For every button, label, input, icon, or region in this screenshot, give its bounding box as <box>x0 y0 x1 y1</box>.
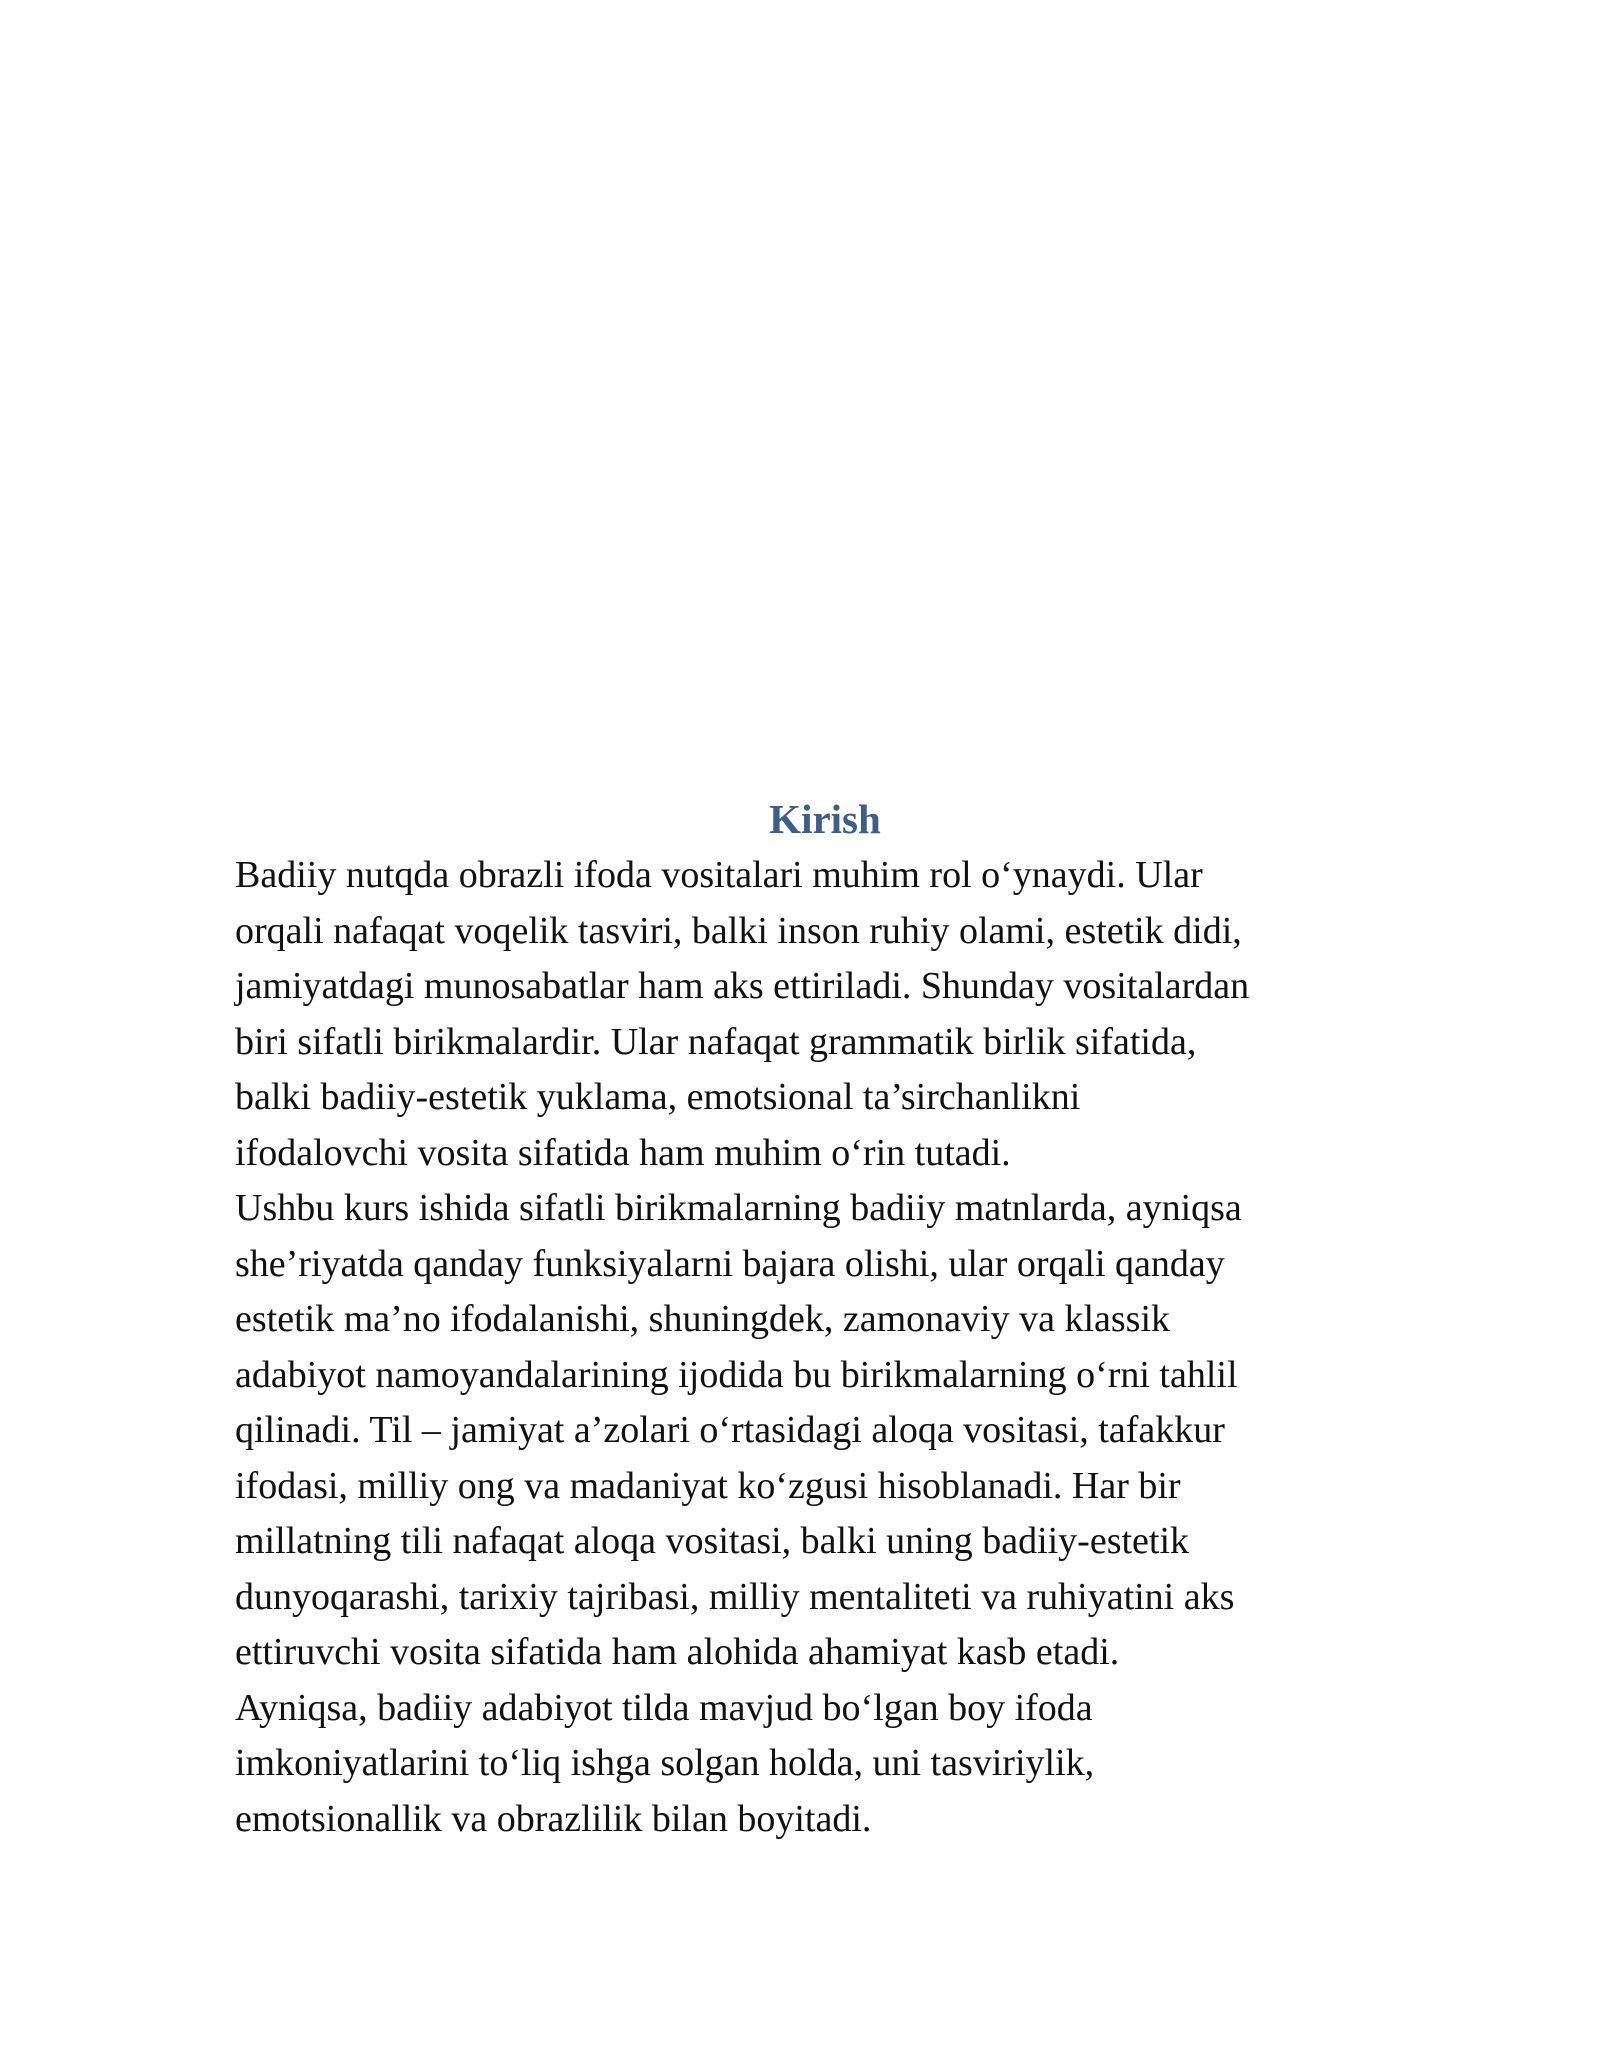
text-line: millatning tili nafaqat aloqa vositasi, balki uning badiiy-estetik <box>235 1520 1190 1562</box>
text-line: jamiyatdagi munosabatlar ham aks ettiriladi. Shunday vositalardan <box>235 965 1250 1007</box>
text-line: orqali nafaqat voqelik tasviri, balki inson ruhiy olami, estetik didi, <box>235 909 1242 952</box>
document-body <box>235 790 1385 1847</box>
text-line: ifodalovchi vosita sifatida ham muhim o‘rin tutadi. <box>235 1131 1011 1174</box>
text-line: adabiyot namoyandalarining ijodida bu birikmalarning o‘rni tahlil <box>235 1353 1238 1396</box>
text-line: biri sifatli birikmalardir. Ular nafaqat grammatik birlik sifatida, <box>235 1020 1197 1063</box>
text-line: qilinadi. Til – jamiyat a’zolari o‘rtasidagi aloqa vositasi, tafakkur <box>235 1409 1225 1451</box>
text-line: balki badiiy-estetik yuklama, emotsional ta’sirchanlikni <box>235 1076 1081 1118</box>
text-line: she’riyatda qanday funksiyalarni bajara olishi, ular orqali qanday <box>235 1242 1225 1285</box>
text-line: Ushbu kurs ishida sifatli birikmalarning badiiy matnlarda, ayniqsa <box>235 1187 1242 1229</box>
text-line: emotsionallik va obrazlilik bilan boyitadi. <box>235 1797 872 1840</box>
section-heading: Kirish <box>769 796 881 842</box>
text-line: imkoniyatlarini to‘liq ishga solgan holda, uni tasviriylik, <box>235 1742 1095 1784</box>
text-line: dunyoqarashi, tarixiy tajribasi, milliy mentaliteti va ruhiyatini aks <box>235 1575 1235 1618</box>
text-line: ettiruvchi vosita sifatida ham alohida ahamiyat kasb etadi. <box>235 1631 1120 1673</box>
text-line: estetik ma’no ifodalanishi, shuningdek, zamonaviy va klassik <box>235 1298 1171 1340</box>
text-line: Ayniqsa, badiiy adabiyot tilda mavjud bo‘lgan boy ifoda <box>235 1686 1093 1729</box>
paragraph-block <box>235 848 1385 1847</box>
text-line: ifodasi, milliy ong va madaniyat ko‘zgusi hisoblanadi. Har bir <box>235 1464 1181 1507</box>
text-line: Badiiy nutqda obrazli ifoda vositalari muhim rol o‘ynaydi. Ular <box>235 854 1203 896</box>
